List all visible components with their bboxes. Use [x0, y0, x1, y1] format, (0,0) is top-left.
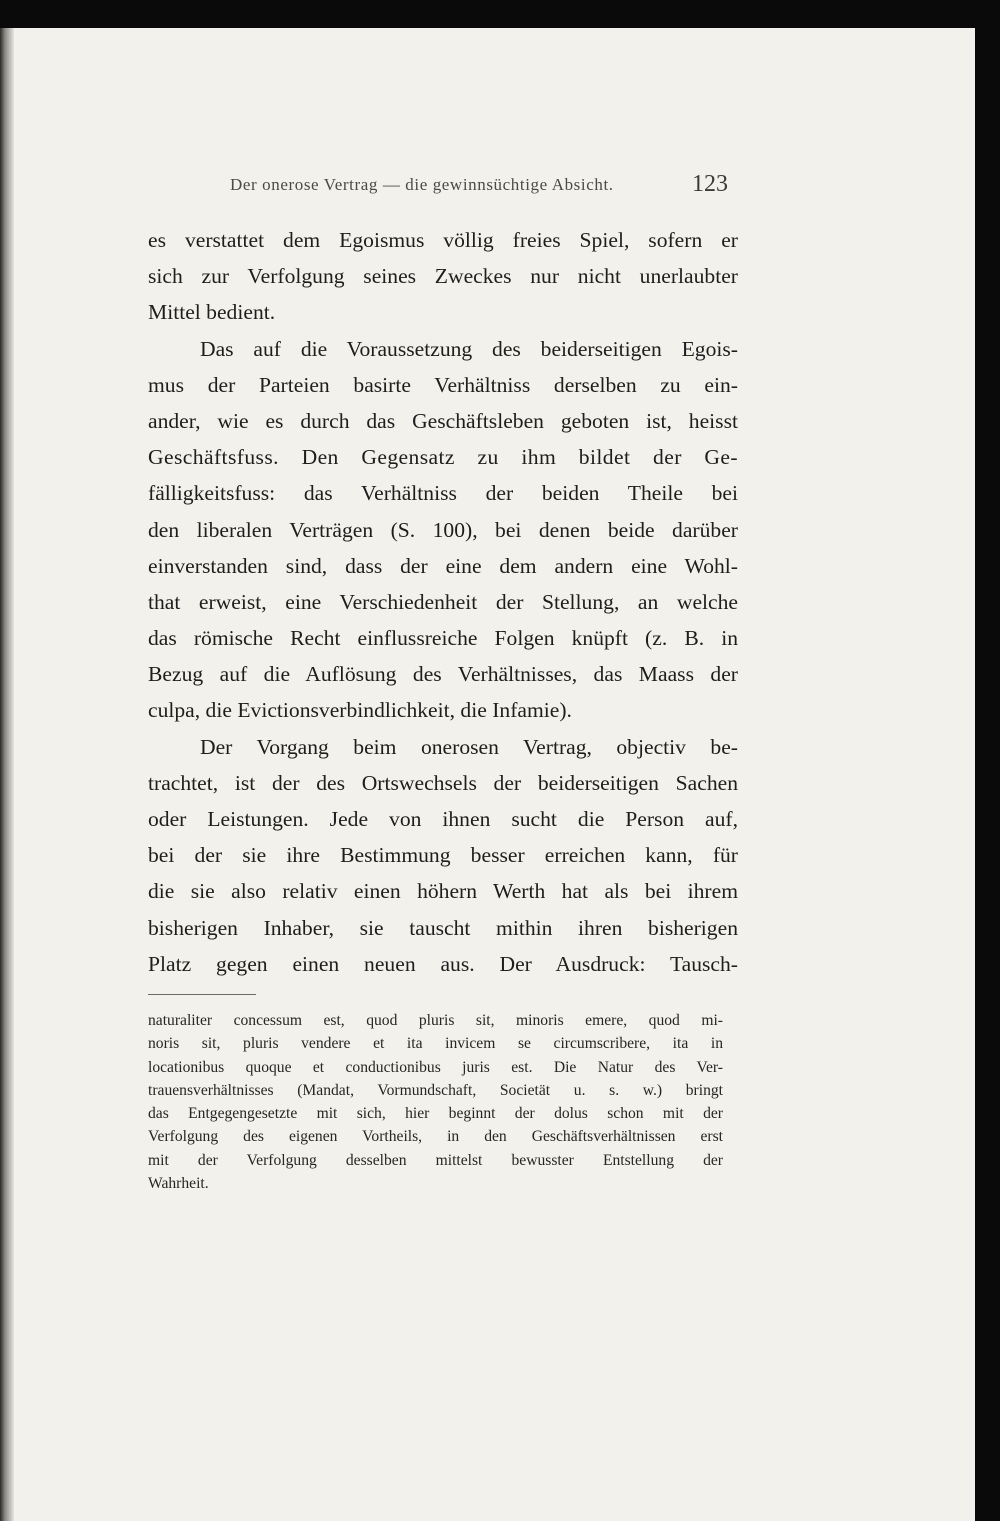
text-line: ander, wie es durch das Geschäftsleben geboten ist, heisst	[148, 408, 738, 433]
text-line: oder Leistungen. Jede von ihnen sucht die Person auf,	[148, 807, 738, 831]
text-line: die sie also relativ einen höhern Werth hat als bei ihrem	[148, 879, 738, 904]
running-head: Der onerose Vertrag — die gewinnsüchtige Absicht.	[230, 175, 614, 194]
footnote-line: mit der Verfolgung desselben mittelst bewusster Entstellung der	[148, 1151, 723, 1169]
text-line: bisherigen Inhaber, sie tauscht mithin ihren bisherigen	[148, 915, 738, 940]
footnote-line: Verfolgung des eigenen Vortheils, in den Geschäftsverhältnissen erst	[148, 1128, 723, 1146]
page-number: 123	[692, 171, 728, 197]
footnote-line: noris sit, pluris vendere et ita invicem se circumscribere, ita in	[148, 1035, 723, 1053]
text-line: sich zur Verfolgung seines Zweckes nur nicht unerlaubter	[148, 264, 738, 289]
text-line: Geschäftsfuss. Den Gegensatz zu ihm bildet der Ge-	[148, 445, 738, 470]
page-header	[0, 173, 735, 213]
text-line: einverstanden sind, dass der eine dem andern eine Wohl-	[148, 553, 738, 578]
text-line: Platz gegen einen neuen aus. Der Ausdruck: Tausch-	[148, 951, 738, 976]
text-line: Das auf die Voraussetzung des beiderseitigen Egois-	[200, 336, 738, 361]
text-line: den liberalen Verträgen (S. 100), bei denen beide darüber	[148, 517, 738, 542]
text-line: es verstattet dem Egoismus völlig freies Spiel, sofern er	[148, 228, 738, 252]
text-line: bei der sie ihre Bestimmung besser erreichen kann, für	[148, 843, 738, 868]
text-line: mus der Parteien basirte Verhältniss derselben zu ein-	[148, 372, 738, 397]
gutter-shadow	[0, 28, 14, 1521]
footnote-line: trauensverhältnisses (Mandat, Vormundschaft, Societät u. s. w.) bringt	[148, 1081, 723, 1099]
footnote-line: Wahrheit.	[148, 1175, 209, 1193]
text-line: Mittel bedient.	[148, 300, 276, 325]
text-line: das römische Recht einflussreiche Folgen knüpft (z. B. in	[148, 626, 738, 651]
footnote-line: das Entgegengesetzte mit sich, hier beginnt der dolus schon mit der	[148, 1105, 723, 1123]
footnote	[148, 1009, 723, 1195]
text-line: fälligkeitsfuss: das Verhältniss der beiden Theile bei	[148, 481, 738, 506]
main-text	[148, 222, 738, 982]
footnote-divider	[148, 994, 256, 995]
text-line: culpa, die Evictionsverbindlichkeit, die Infamie).	[148, 698, 572, 723]
text-line: trachtet, ist der des Ortswechsels der beiderseitigen Sachen	[148, 770, 738, 795]
footnote-line: naturaliter concessum est, quod pluris sit, minoris emere, quod mi-	[148, 1012, 723, 1029]
text-line: Der Vorgang beim onerosen Vertrag, objectiv be-	[200, 734, 738, 759]
text-line: that erweist, eine Verschiedenheit der Stellung, an welche	[148, 589, 738, 614]
text-line: Bezug auf die Auflösung des Verhältnisses, das Maass der	[148, 662, 738, 687]
footnote-line: locationibus quoque et conductionibus juris est. Die Natur des Ver-	[148, 1058, 723, 1076]
